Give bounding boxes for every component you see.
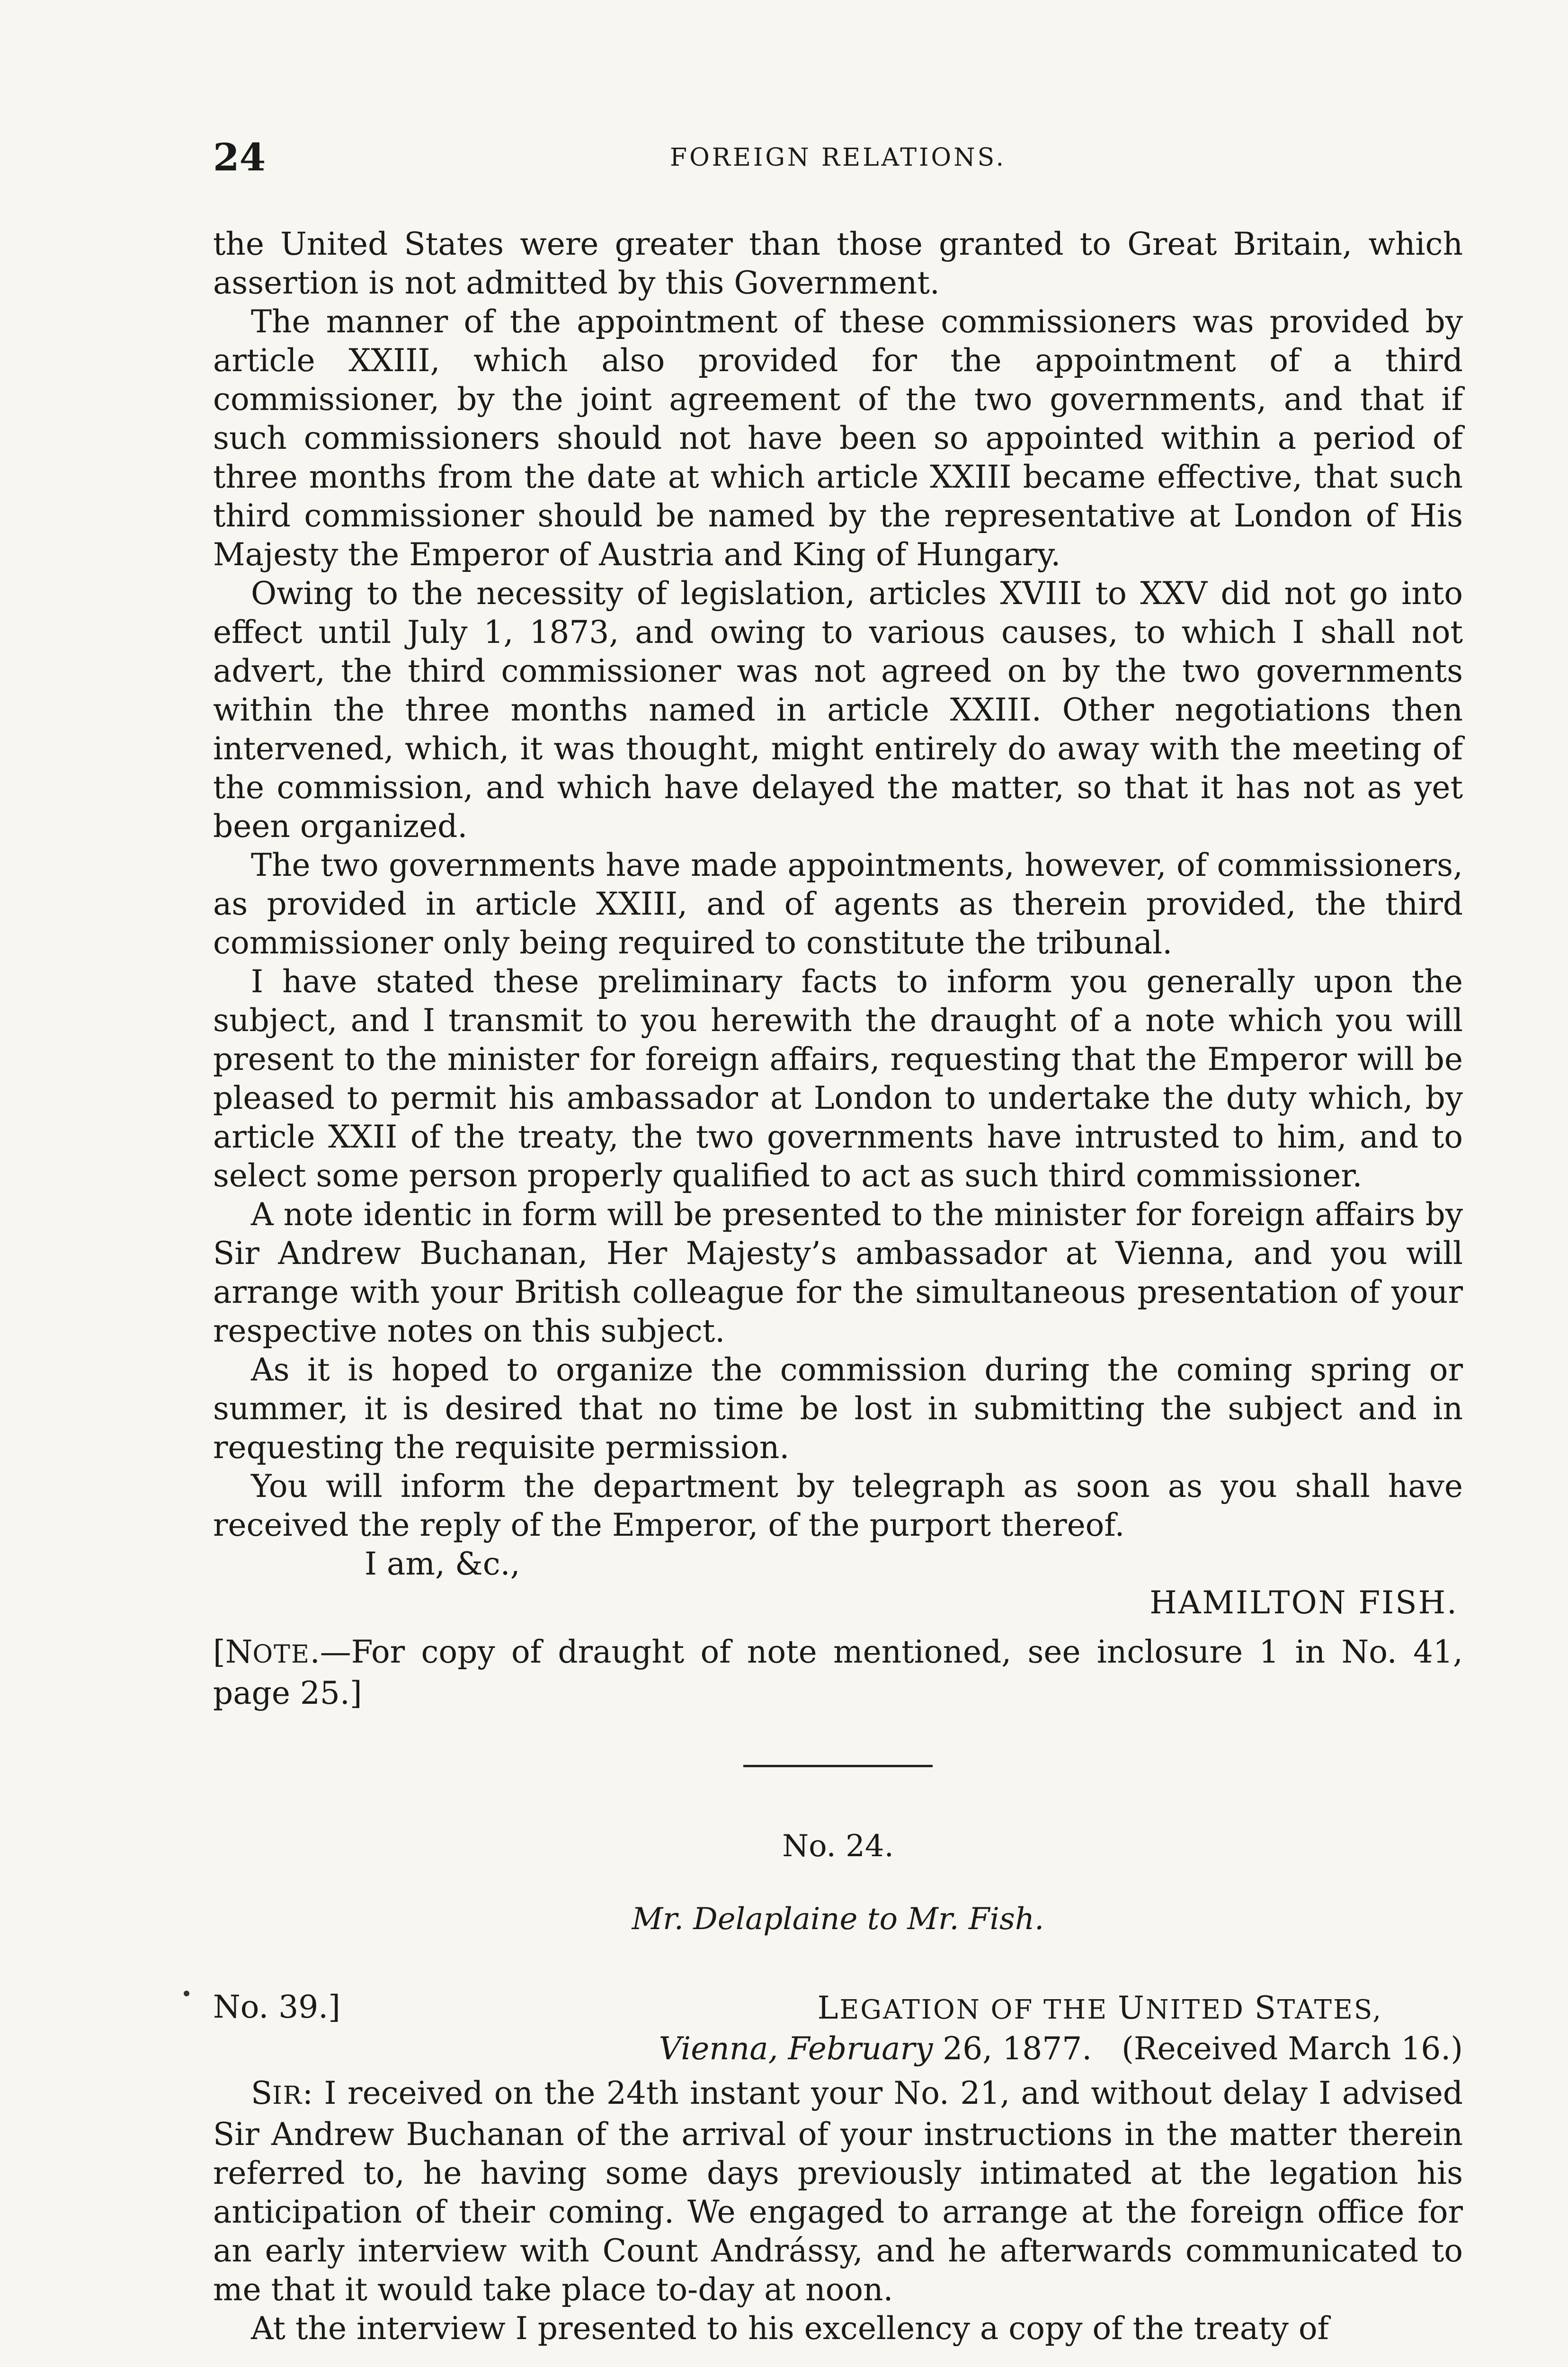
legation-cap-2: U [1118, 1990, 1146, 2026]
section-divider [743, 1765, 933, 1767]
note-text: .—For copy of draught of note mentioned, see inclosure 1 in No. 41, page 25.] [213, 1634, 1463, 1711]
paragraph: At the interview I presented to his excellency a copy of the treaty of [251, 2310, 1329, 2347]
paragraph: Owing to the necessity of legislation, articles XVIII to XXV did not go into effect until July 1, 1873, and owing to various causes, to which I shall not advert, the third commissioner was not agreed on by the two governments within the three months named in article XXIII. Other negotiations then intervened, which, it was thought, might entirely do away with the meeting of the commission, and which have delayed the matter, so that it has not as yet been organized. [213, 575, 1463, 845]
page-header [213, 135, 1463, 187]
margin-mark [184, 1991, 189, 1996]
paragraph: The two governments have made appointments, however, of commissioners, as provided in article XXIII, and of agents as therein provided, the third commissioner only being required to constitute the tribunal. [213, 847, 1463, 961]
paragraph [213, 2074, 1463, 2309]
note-open: [ [213, 1634, 225, 1670]
paragraph: The manner of the appointment of these commissioners was provided by article XXIII, which also provided for the appointment of a third commissioner, by the joint agreement of the two governments, and that if such commissioners should not have been so appointed within a period of three months from the date at which article XXIII became effective, that such third commissioner should be named by the representative at London of His Majesty the Emperor of Austria and King of Hungary. [213, 303, 1463, 573]
document-number: No. 24. [782, 1829, 894, 1864]
legation-word-3: TATES, [1277, 1994, 1382, 2025]
page-number: 24 [213, 135, 266, 179]
letter-body [213, 225, 1463, 1545]
letter-two-body [213, 2074, 1463, 2348]
legation-cap-3: S [1254, 1990, 1277, 2026]
note-label-cap: N [225, 1634, 253, 1670]
dateline-right [659, 1989, 1463, 2068]
legation-heading [659, 1989, 1382, 2029]
closing: I am, &c., [365, 1546, 520, 1582]
paragraph-text: : I received on the 24th instant your No. 21, and without delay I advised Sir Andrew Buchanan of the arrival of your instructions in the matter therein referred to, he having some days previously intimated at the legation his anticipation of their coming. We engaged to arrange at the foreign office for an early interview with Count Andrássy, and he afterwards communicated to me that it would take place to-day at noon. [213, 2075, 1463, 2308]
legation-cap-1: L [817, 1990, 840, 2026]
paragraph: I have stated these preliminary facts to inform you generally upon the subject, and I transmit to you herewith the draught of a note which you will present to the minister for foreign affairs, requesting that the Emperor will be pleased to permit his ambassador at London to undertake the duty which, by article XXII of the treaty, the two governments have intrusted to him, and to select some person properly qualified to act as such third commissioner. [213, 963, 1463, 1194]
paragraph: A note identic in form will be presented to the minister for foreign affairs by Sir Andrew Buchanan, Her Majesty’s ambassador at Vienna, and you will arrange with your British colleague for the simultaneous presentation of your respective notes on this subject. [213, 1196, 1463, 1349]
document-subtitle: Mr. Delaplaine to Mr. Fish. [632, 1902, 1044, 1937]
paragraph-continued: the United States were greater than those granted to Great Britain, which assertion is not admitted by this Government. [213, 226, 1463, 301]
paragraph: You will inform the department by telegraph as soon as you shall have received the reply of the Emperor, of the purport thereof. [213, 1468, 1463, 1543]
salutation: IR [272, 2082, 303, 2110]
date-italic: Vienna, February [659, 2030, 933, 2067]
editorial-note [213, 1633, 1463, 1713]
signature: HAMILTON FISH. [1149, 1584, 1458, 1621]
salutation-cap: S [251, 2075, 273, 2111]
running-title: FOREIGN RELATIONS. [670, 143, 1006, 172]
dispatch-number: No. 39.] [213, 1989, 340, 2025]
date-rest: 26, 1877. [933, 2030, 1092, 2067]
date-place [659, 2029, 1463, 2068]
paragraph: As it is hoped to organize the commission during the coming spring or summer, it is desired that no time be lost in submitting the subject and in requesting the requisite permission. [213, 1352, 1463, 1466]
legation-word-2: NITED [1145, 1994, 1255, 2025]
note-label: OTE [252, 1640, 310, 1669]
received-date: (Received March 16.) [1122, 2030, 1463, 2067]
page-body [213, 225, 1463, 2348]
legation-word-1: EGATION OF THE [839, 1994, 1118, 2025]
dateline [213, 1989, 1463, 2069]
